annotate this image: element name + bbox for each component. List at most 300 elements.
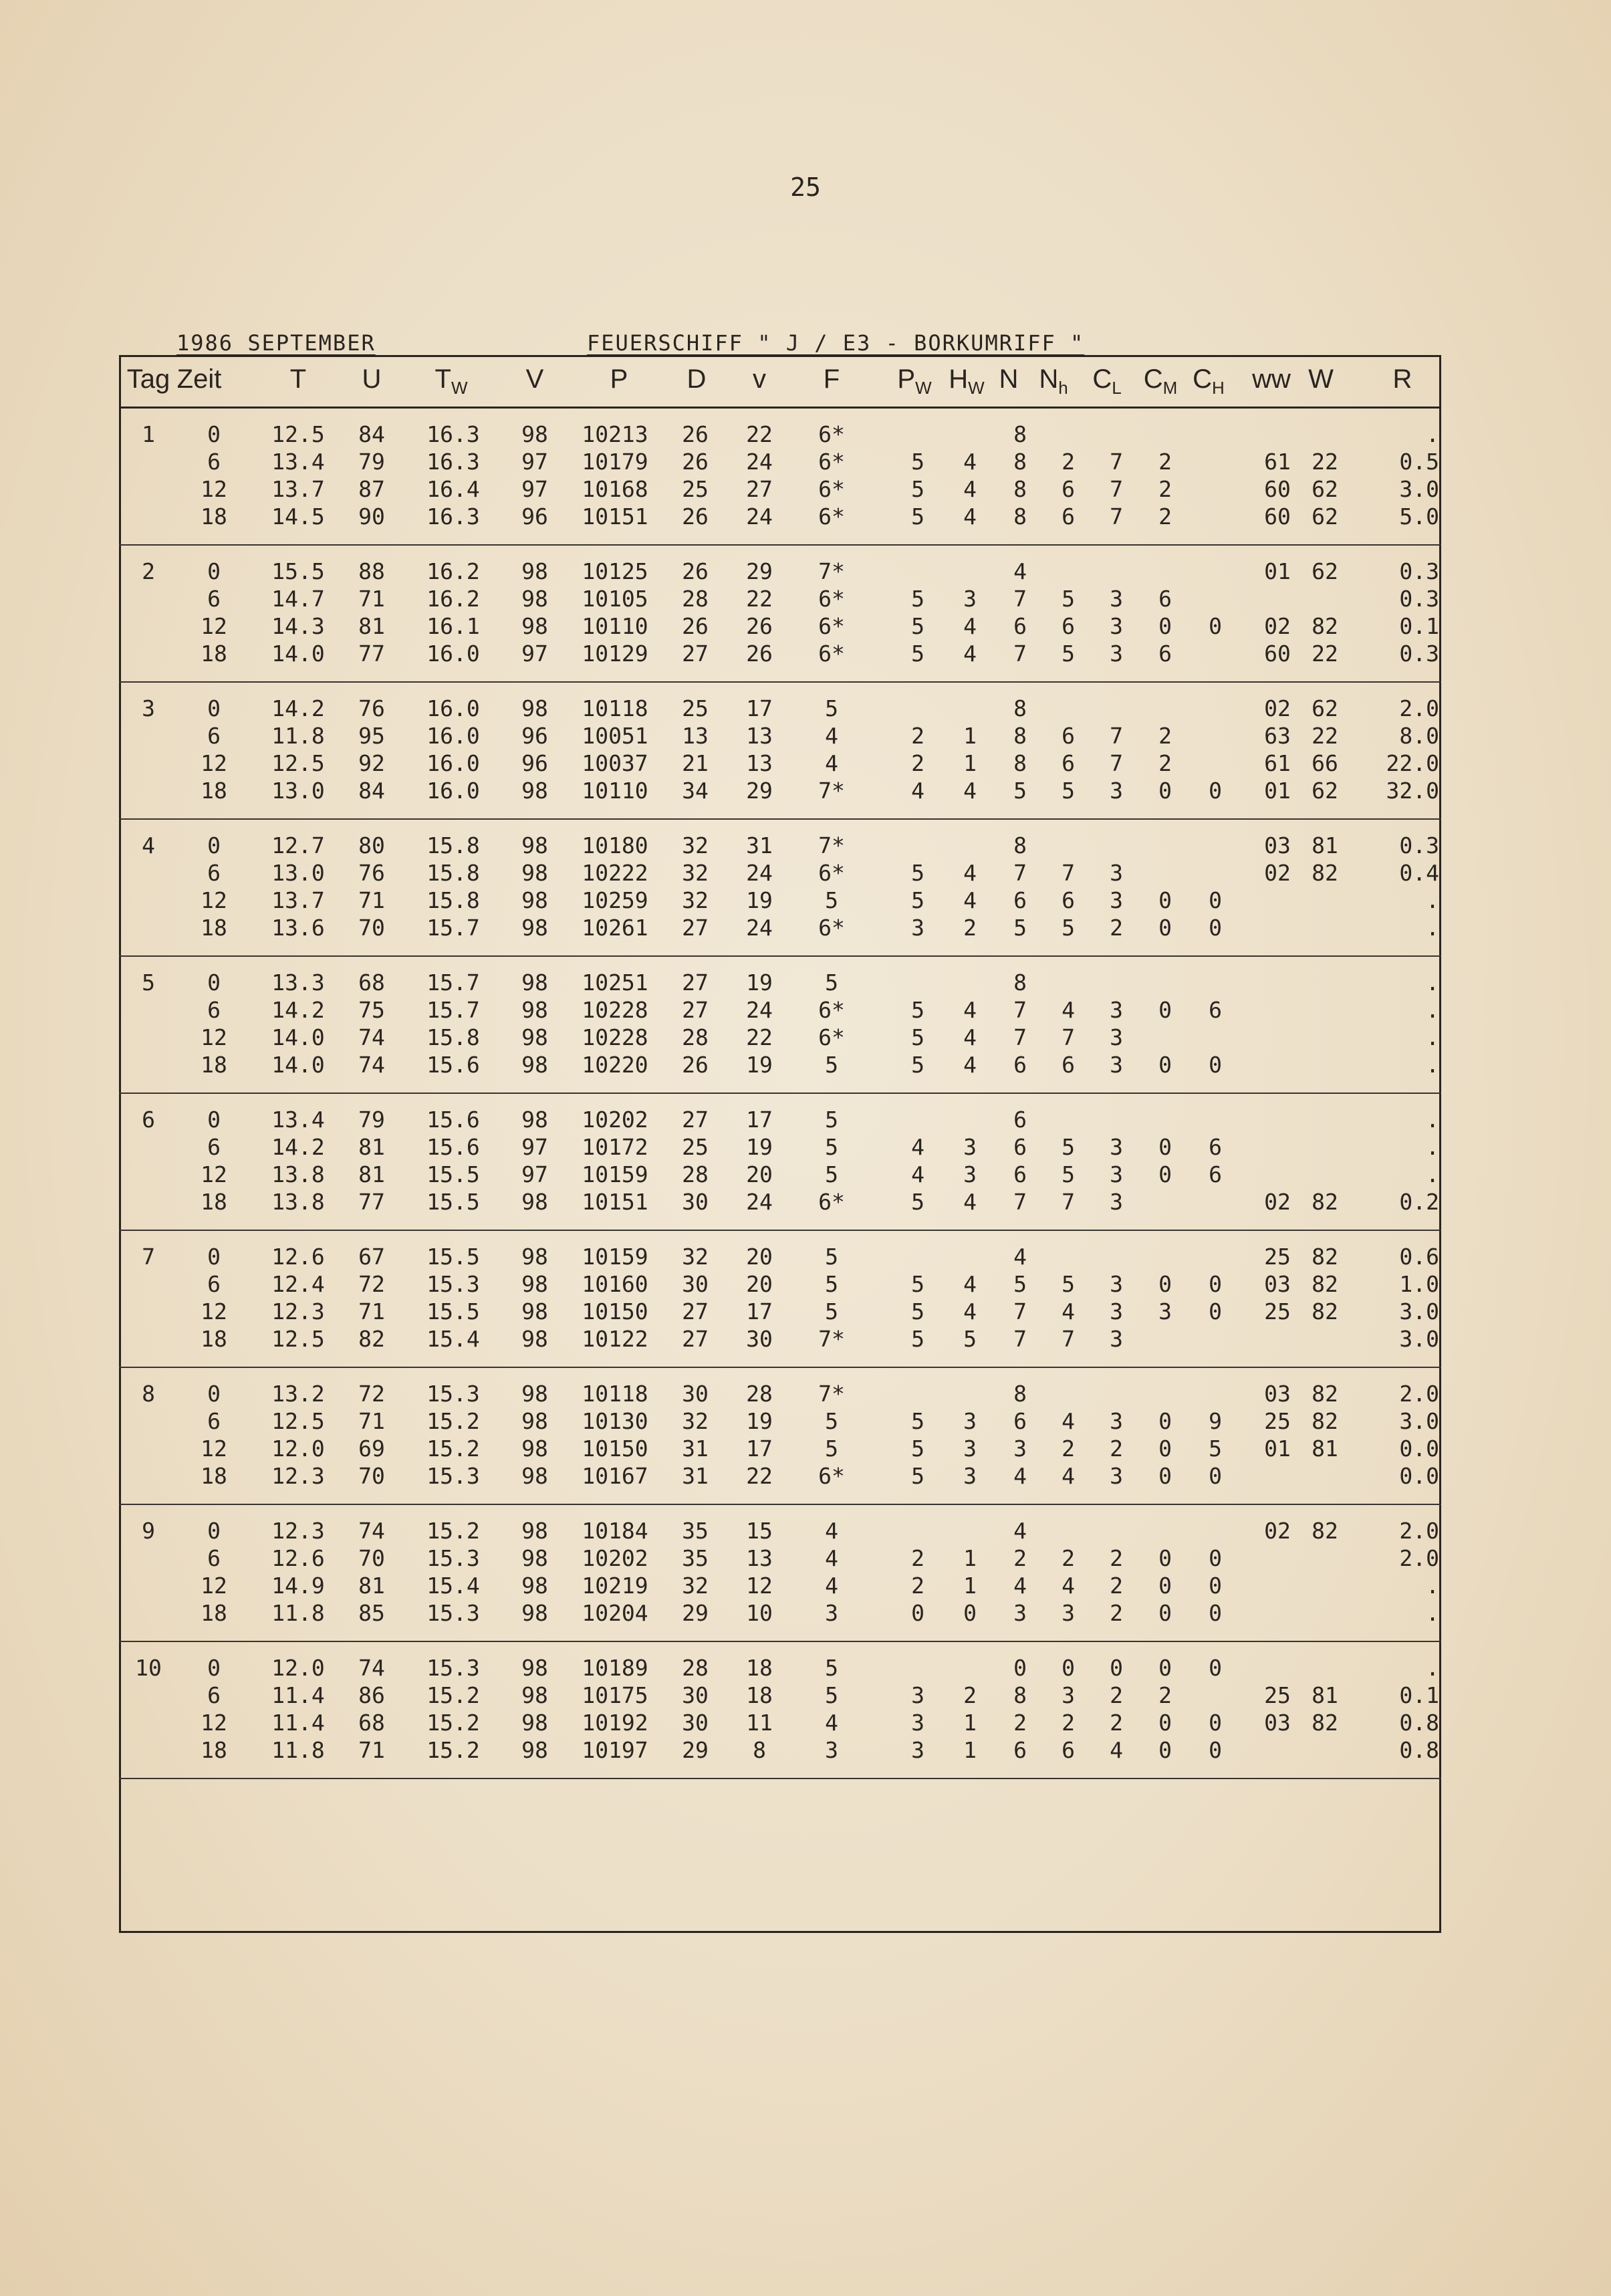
cell-vv: 8 (753, 1737, 766, 1763)
cell-v: 98 (521, 1573, 548, 1599)
cell-p: 10118 (582, 695, 648, 721)
cell-f: 3 (825, 1600, 838, 1626)
cell-d: 32 (682, 1244, 709, 1270)
cell-u: 85 (358, 1600, 385, 1626)
cell-vv: 18 (746, 1682, 773, 1708)
table-row (119, 1380, 1441, 1407)
cell-tw: 15.2 (426, 1710, 480, 1736)
cell-ww: 02 (1264, 695, 1291, 721)
cell-cl: 2 (1110, 1573, 1123, 1599)
cell-p: 10202 (582, 1107, 648, 1133)
day-block-5 (119, 957, 1441, 1094)
cell-w: 82 (1312, 1271, 1338, 1297)
table-row (119, 558, 1441, 585)
table-row (119, 1407, 1441, 1435)
cell-v: 98 (521, 586, 548, 612)
cell-hw: 3 (963, 586, 977, 612)
cell-u: 95 (358, 723, 385, 749)
cell-u: 81 (358, 613, 385, 639)
table-row (119, 640, 1441, 667)
cell-u: 79 (358, 449, 385, 475)
cell-vv: 24 (746, 503, 773, 530)
cell-cm: 3 (1158, 1298, 1172, 1325)
cell-d: 28 (682, 1655, 709, 1681)
cell-f: 6* (818, 860, 845, 886)
cell-ww: 25 (1264, 1408, 1291, 1434)
cell-d: 27 (682, 969, 709, 996)
cell-ch: 9 (1209, 1408, 1222, 1434)
cell-d: 31 (682, 1463, 709, 1489)
cell-tw: 15.3 (426, 1655, 480, 1681)
cell-cl: 3 (1110, 778, 1123, 804)
cell-ch: 0 (1209, 1655, 1222, 1681)
cell-vv: 24 (746, 997, 773, 1023)
cell-zeit: 18 (201, 641, 227, 667)
header-t-label: T (289, 364, 307, 394)
cell-r: 0.0 (1399, 1436, 1439, 1462)
cell-zeit: 0 (207, 695, 221, 721)
cell-r: 1.0 (1399, 1271, 1439, 1297)
cell-v: 98 (521, 1244, 548, 1270)
cell-d: 30 (682, 1189, 709, 1215)
cell-tag: 8 (142, 1381, 155, 1407)
cell-ch: 0 (1209, 1298, 1222, 1325)
header-ch-subscript: H (1212, 378, 1225, 398)
cell-p: 10159 (582, 1244, 648, 1270)
cell-vv: 13 (746, 723, 773, 749)
cell-hw: 1 (963, 1737, 977, 1763)
cell-nh: 6 (1062, 887, 1075, 913)
cell-w: 82 (1312, 1298, 1338, 1325)
cell-cl: 7 (1110, 449, 1123, 475)
cell-nh: 0 (1062, 1655, 1075, 1681)
cell-zeit: 6 (207, 1271, 221, 1297)
cell-cl: 2 (1110, 915, 1123, 941)
table-row (119, 585, 1441, 612)
cell-cm: 0 (1158, 1463, 1172, 1489)
cell-tw: 15.3 (426, 1463, 480, 1489)
cell-cl: 3 (1110, 1326, 1123, 1352)
cell-cl: 0 (1110, 1655, 1123, 1681)
cell-tw: 16.0 (426, 750, 480, 776)
cell-nh: 7 (1062, 1024, 1075, 1050)
cell-hw: 1 (963, 750, 977, 776)
header-pw (897, 364, 931, 398)
cell-f: 7* (818, 1326, 845, 1352)
table-row (119, 448, 1441, 475)
table-row (119, 1682, 1441, 1709)
cell-d: 32 (682, 887, 709, 913)
cell-n: 0 (1013, 1655, 1027, 1681)
cell-tw: 15.6 (426, 1107, 480, 1133)
table-row (119, 503, 1441, 530)
cell-zeit: 12 (201, 1161, 227, 1187)
cell-v: 97 (521, 641, 548, 667)
table-row (119, 1435, 1441, 1462)
header-cl (1092, 364, 1121, 398)
header-tw-subscript: W (451, 378, 468, 398)
table-row (119, 914, 1441, 941)
cell-pw: 4 (911, 778, 924, 804)
cell-r: 0.4 (1399, 860, 1439, 886)
cell-w: 82 (1312, 860, 1338, 886)
cell-pw: 4 (911, 1134, 924, 1160)
cell-t: 13.2 (271, 1381, 325, 1407)
cell-t: 12.5 (271, 750, 325, 776)
cell-pw: 5 (911, 997, 924, 1023)
cell-v: 98 (521, 915, 548, 941)
cell-hw: 3 (963, 1161, 977, 1187)
cell-pw: 5 (911, 503, 924, 530)
cell-tw: 15.8 (426, 860, 480, 886)
cell-nh: 6 (1062, 476, 1075, 502)
cell-f: 7* (818, 1381, 845, 1407)
cell-cl: 3 (1110, 586, 1123, 612)
table-row (119, 1243, 1441, 1270)
cell-vv: 13 (746, 1545, 773, 1571)
cell-ww: 61 (1264, 750, 1291, 776)
cell-pw: 3 (911, 1737, 924, 1763)
cell-p: 10110 (582, 778, 648, 804)
cell-u: 81 (358, 1573, 385, 1599)
cell-cl: 3 (1110, 1271, 1123, 1297)
cell-pw: 0 (911, 1600, 924, 1626)
cell-zeit: 0 (207, 1381, 221, 1407)
cell-f: 5 (825, 1244, 838, 1270)
cell-v: 98 (521, 1518, 548, 1544)
cell-tw: 15.6 (426, 1134, 480, 1160)
cell-ch: 0 (1209, 915, 1222, 941)
cell-nh: 5 (1062, 915, 1075, 941)
cell-f: 6* (818, 1463, 845, 1489)
cell-vv: 17 (746, 695, 773, 721)
cell-zeit: 6 (207, 449, 221, 475)
cell-hw: 2 (963, 1682, 977, 1708)
day-block-2 (119, 546, 1441, 683)
cell-t: 11.4 (271, 1682, 325, 1708)
cell-p: 10051 (582, 723, 648, 749)
cell-cl: 3 (1110, 641, 1123, 667)
cell-u: 70 (358, 1545, 385, 1571)
cell-u: 71 (358, 887, 385, 913)
header-ww-label: ww (1252, 364, 1291, 394)
cell-pw: 5 (911, 1052, 924, 1078)
cell-cl: 3 (1110, 613, 1123, 639)
cell-tag: 4 (142, 832, 155, 858)
cell-tw: 16.2 (426, 558, 480, 584)
cell-pw: 5 (911, 1408, 924, 1434)
cell-t: 11.8 (271, 1737, 325, 1763)
cell-p: 10167 (582, 1463, 648, 1489)
cell-nh: 4 (1062, 1298, 1075, 1325)
header-f (824, 364, 840, 394)
cell-p: 10160 (582, 1271, 648, 1297)
cell-d: 27 (682, 641, 709, 667)
cell-ch: 0 (1209, 613, 1222, 639)
cell-cm: 0 (1158, 1134, 1172, 1160)
cell-w: 22 (1312, 641, 1338, 667)
cell-cm: 0 (1158, 1545, 1172, 1571)
cell-d: 27 (682, 1298, 709, 1325)
cell-t: 12.7 (271, 832, 325, 858)
cell-t: 13.0 (271, 778, 325, 804)
cell-vv: 28 (746, 1381, 773, 1407)
cell-d: 27 (682, 1107, 709, 1133)
cell-t: 14.9 (271, 1573, 325, 1599)
cell-tw: 15.5 (426, 1298, 480, 1325)
cell-u: 79 (358, 1107, 385, 1133)
cell-vv: 20 (746, 1271, 773, 1297)
header-vv (753, 364, 766, 394)
cell-v: 98 (521, 1381, 548, 1407)
cell-v: 98 (521, 558, 548, 584)
table-body (119, 409, 1441, 1779)
cell-nh: 4 (1062, 1573, 1075, 1599)
day-block-10 (119, 1642, 1441, 1779)
cell-tw: 15.2 (426, 1408, 480, 1434)
cell-d: 30 (682, 1381, 709, 1407)
cell-n: 8 (1013, 503, 1027, 530)
cell-ch: 0 (1209, 1600, 1222, 1626)
cell-f: 6* (818, 586, 845, 612)
cell-ww: 03 (1264, 1710, 1291, 1736)
cell-zeit: 12 (201, 1573, 227, 1599)
cell-n: 2 (1013, 1710, 1027, 1736)
cell-cl: 7 (1110, 503, 1123, 530)
cell-t: 13.0 (271, 860, 325, 886)
cell-vv: 18 (746, 1655, 773, 1681)
cell-vv: 19 (746, 1052, 773, 1078)
cell-f: 7* (818, 778, 845, 804)
cell-ch: 6 (1209, 997, 1222, 1023)
cell-p: 10202 (582, 1545, 648, 1571)
header-hw-subscript: W (968, 378, 985, 398)
cell-tw: 15.3 (426, 1600, 480, 1626)
cell-r: 0.5 (1399, 449, 1439, 475)
cell-zeit: 6 (207, 1134, 221, 1160)
cell-ch: 0 (1209, 1052, 1222, 1078)
header-cm-label: C (1143, 364, 1163, 394)
cell-p: 10122 (582, 1326, 648, 1352)
cell-pw: 5 (911, 613, 924, 639)
cell-pw: 5 (911, 1298, 924, 1325)
table-row (119, 1161, 1441, 1188)
cell-w: 82 (1312, 1189, 1338, 1215)
cell-vv: 24 (746, 915, 773, 941)
cell-t: 13.3 (271, 969, 325, 996)
cell-d: 35 (682, 1518, 709, 1544)
cell-v: 98 (521, 1408, 548, 1434)
cell-t: 13.7 (271, 887, 325, 913)
cell-f: 6* (818, 503, 845, 530)
cell-pw: 5 (911, 1463, 924, 1489)
cell-d: 31 (682, 1436, 709, 1462)
cell-pw: 5 (911, 860, 924, 886)
header-ch (1193, 364, 1225, 398)
cell-r: 0.0 (1399, 1463, 1439, 1489)
cell-cm: 0 (1158, 1737, 1172, 1763)
cell-d: 29 (682, 1737, 709, 1763)
cell-w: 62 (1312, 695, 1338, 721)
cell-hw: 2 (963, 915, 977, 941)
cell-ww: 25 (1264, 1682, 1291, 1708)
cell-ch: 0 (1209, 1573, 1222, 1599)
cell-t: 12.6 (271, 1545, 325, 1571)
cell-r: 2.0 (1399, 1518, 1439, 1544)
cell-p: 10037 (582, 750, 648, 776)
cell-n: 6 (1013, 1107, 1027, 1133)
cell-tw: 15.2 (426, 1436, 480, 1462)
cell-cl: 2 (1110, 1436, 1123, 1462)
header-nh (1039, 364, 1068, 398)
cell-u: 76 (358, 860, 385, 886)
cell-r: . (1426, 1600, 1439, 1626)
cell-ch: 0 (1209, 1545, 1222, 1571)
cell-pw: 3 (911, 915, 924, 941)
cell-f: 6* (818, 613, 845, 639)
cell-ch: 0 (1209, 778, 1222, 804)
cell-tag: 10 (135, 1655, 162, 1681)
cell-tw: 15.5 (426, 1189, 480, 1215)
cell-n: 6 (1013, 1134, 1027, 1160)
cell-n: 8 (1013, 421, 1027, 447)
cell-d: 26 (682, 558, 709, 584)
cell-vv: 22 (746, 586, 773, 612)
table-row (119, 859, 1441, 887)
header-vv-label: v (753, 364, 766, 394)
header-f-label: F (823, 364, 840, 394)
cell-p: 10172 (582, 1134, 648, 1160)
table-row (119, 421, 1441, 448)
cell-f: 5 (825, 1107, 838, 1133)
cell-u: 76 (358, 695, 385, 721)
cell-tw: 16.3 (426, 449, 480, 475)
cell-nh: 3 (1062, 1682, 1075, 1708)
header-d (687, 364, 707, 394)
cell-v: 98 (521, 1710, 548, 1736)
cell-u: 90 (358, 503, 385, 530)
cell-w: 81 (1312, 832, 1338, 858)
cell-v: 97 (521, 476, 548, 502)
cell-n: 8 (1013, 969, 1027, 996)
cell-cm: 0 (1158, 613, 1172, 639)
cell-hw: 1 (963, 1573, 977, 1599)
cell-t: 13.7 (271, 476, 325, 502)
cell-vv: 20 (746, 1161, 773, 1187)
day-block-7 (119, 1231, 1441, 1368)
cell-t: 14.2 (271, 695, 325, 721)
cell-r: . (1426, 421, 1439, 447)
cell-ww: 03 (1264, 1271, 1291, 1297)
cell-d: 21 (682, 750, 709, 776)
cell-cl: 2 (1110, 1600, 1123, 1626)
cell-p: 10228 (582, 997, 648, 1023)
cell-n: 3 (1013, 1600, 1027, 1626)
cell-u: 84 (358, 778, 385, 804)
header-u-label: U (362, 364, 382, 394)
cell-v: 98 (521, 613, 548, 639)
cell-hw: 4 (963, 1052, 977, 1078)
cell-tw: 16.0 (426, 778, 480, 804)
cell-n: 6 (1013, 1737, 1027, 1763)
cell-v: 96 (521, 503, 548, 530)
cell-ww: 60 (1264, 503, 1291, 530)
cell-cl: 3 (1110, 1189, 1123, 1215)
cell-f: 6* (818, 1024, 845, 1050)
table-row (119, 1270, 1441, 1298)
cell-tw: 16.1 (426, 613, 480, 639)
cell-cm: 0 (1158, 1710, 1172, 1736)
cell-tw: 15.6 (426, 1052, 480, 1078)
cell-hw: 4 (963, 778, 977, 804)
cell-r: . (1426, 1655, 1439, 1681)
cell-f: 6* (818, 997, 845, 1023)
cell-n: 7 (1013, 1189, 1027, 1215)
table-row (119, 750, 1441, 777)
cell-vv: 24 (746, 449, 773, 475)
cell-u: 74 (358, 1052, 385, 1078)
cell-tw: 15.5 (426, 1161, 480, 1187)
cell-vv: 19 (746, 969, 773, 996)
header-nh-label: N (1039, 364, 1059, 394)
cell-r: 3.0 (1399, 1298, 1439, 1325)
cell-nh: 6 (1062, 723, 1075, 749)
cell-vv: 17 (746, 1436, 773, 1462)
cell-n: 7 (1013, 1024, 1027, 1050)
header-ww (1252, 364, 1291, 394)
cell-v: 98 (521, 1737, 548, 1763)
header-zeit-label: Zeit (176, 364, 222, 394)
table-row (119, 1654, 1441, 1682)
cell-hw: 3 (963, 1134, 977, 1160)
cell-u: 70 (358, 915, 385, 941)
cell-zeit: 0 (207, 1518, 221, 1544)
cell-hw: 4 (963, 1298, 977, 1325)
cell-r: 8.0 (1399, 723, 1439, 749)
cell-ww: 25 (1264, 1298, 1291, 1325)
cell-d: 28 (682, 1024, 709, 1050)
cell-u: 71 (358, 586, 385, 612)
cell-t: 12.5 (271, 421, 325, 447)
cell-f: 4 (825, 1710, 838, 1736)
cell-p: 10184 (582, 1518, 648, 1544)
cell-u: 67 (358, 1244, 385, 1270)
cell-t: 15.5 (271, 558, 325, 584)
cell-f: 4 (825, 1518, 838, 1544)
cell-tw: 15.2 (426, 1682, 480, 1708)
cell-u: 71 (358, 1298, 385, 1325)
cell-zeit: 6 (207, 860, 221, 886)
cell-n: 3 (1013, 1436, 1027, 1462)
cell-d: 27 (682, 1326, 709, 1352)
cell-tw: 15.2 (426, 1737, 480, 1763)
cell-f: 4 (825, 1573, 838, 1599)
cell-zeit: 6 (207, 586, 221, 612)
cell-p: 10259 (582, 887, 648, 913)
table-row (119, 996, 1441, 1024)
cell-d: 35 (682, 1545, 709, 1571)
cell-cm: 6 (1158, 586, 1172, 612)
cell-w: 82 (1312, 613, 1338, 639)
cell-r: 3.0 (1399, 1326, 1439, 1352)
cell-zeit: 6 (207, 723, 221, 749)
cell-tw: 16.3 (426, 421, 480, 447)
cell-zeit: 18 (201, 778, 227, 804)
cell-p: 10125 (582, 558, 648, 584)
cell-w: 82 (1312, 1381, 1338, 1407)
cell-zeit: 6 (207, 997, 221, 1023)
table-row (119, 1517, 1441, 1544)
